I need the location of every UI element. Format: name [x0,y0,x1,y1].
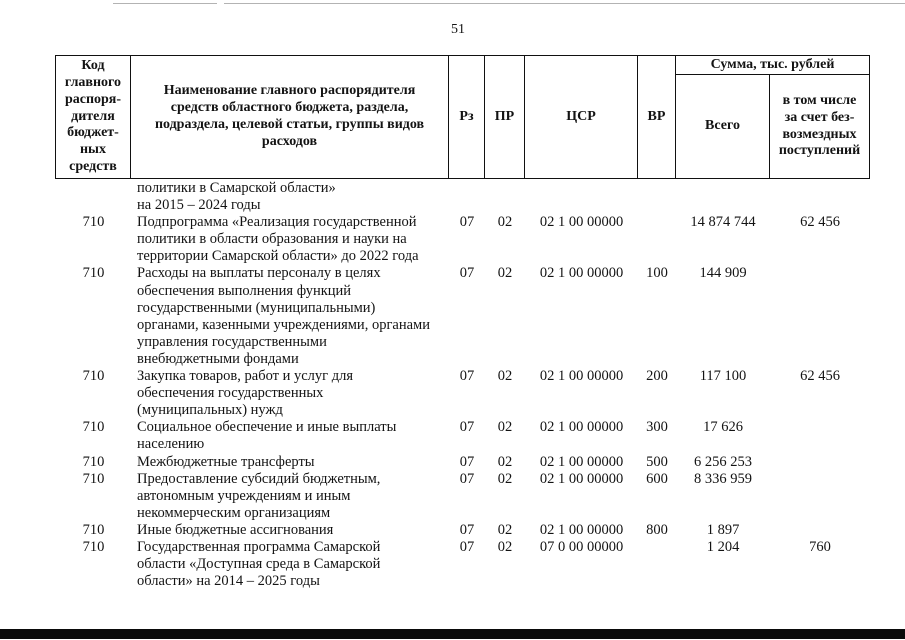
row-gratuitous-cell: 62 456 [800,214,840,231]
scan-top-line [113,3,217,4]
row-pr-cell: 02 [497,214,513,231]
row-name-cell: Расходы на выплаты персоналу в целях обеспечения выполнения функций государственными (муниципальными) органами, казенными учреждениями, органами управления государственными внебюджетными фондами [137,265,430,367]
row-rz-cell: 07 [459,538,475,555]
table-row [56,454,870,471]
row-name-cell: Закупка товаров, работ и услуг для обеспечения государственных (муниципальных) нужд [137,368,354,419]
table-row [56,522,870,539]
row-csr-cell: 02 1 00 00000 [539,521,624,538]
row-pr-cell: 02 [497,453,513,470]
header-name-label: Наименование главного распорядителя средств областного бюджета, раздела, подраздела, целевой статьи, группы видов расходов [154,83,425,149]
row-gratuitous-cell: 760 [809,538,831,555]
header-name-cell [131,56,449,179]
row-total-cell: 1 897 [706,521,740,538]
row-code-cell: 710 [82,538,105,555]
row-vr-cell: 200 [646,368,668,385]
row-pr-cell: 02 [497,538,513,555]
row-vr-cell: 500 [646,453,668,470]
row-rz-cell: 07 [459,214,475,231]
row-code-cell: 710 [82,453,105,470]
row-code-cell: 710 [82,470,105,487]
header-sum-cell [676,56,870,75]
header-vr-label: ВР [647,108,666,124]
row-vr-cell: 100 [646,265,668,282]
header-sum-label: Сумма, тыс. рублей [710,56,835,72]
row-total-cell: 8 336 959 [694,470,752,487]
table-row [56,419,870,453]
row-name-cell: Иные бюджетные ассигнования [137,521,334,538]
row-name-cell: Подпрограмма «Реализация государственной политики в области образования и науки на территории Самарской области» до 2022 года [137,214,419,265]
header-rz-label: Рз [459,108,474,124]
row-total-cell: 6 256 253 [694,453,752,470]
row-vr-cell: 800 [646,521,668,538]
header-code-label: Код главного распоря- дителя бюджет- ных средств [64,58,122,174]
row-rz-cell: 07 [459,521,475,538]
header-pr-label: ПР [494,108,515,124]
page-number: 51 [451,22,465,37]
row-gratuitous-cell: 62 456 [800,368,840,385]
scan-top-line [224,3,905,4]
row-name-cell: Межбюджетные трансферты [137,453,315,470]
row-rz-cell: 07 [459,265,475,282]
row-csr-cell: 02 1 00 00000 [539,419,624,436]
header-rz-cell [449,56,485,179]
row-name-cell: Государственная программа Самарской области «Доступная среда в Самарской области» на 2014 – 2025 годы [137,538,381,590]
table-row [56,265,870,368]
table-header [55,55,870,179]
table-row [56,471,870,522]
row-csr-cell: 02 1 00 00000 [539,214,624,231]
header-code-cell [56,56,131,179]
header-gratuitous-cell [770,75,870,179]
table-row [56,368,870,419]
row-name-cell: Социальное обеспечение и иные выплаты населению [137,419,397,453]
row-csr-cell: 02 1 00 00000 [539,265,624,282]
row-rz-cell: 07 [459,419,475,436]
header-total-cell [676,75,770,179]
row-rz-cell: 07 [459,453,475,470]
header-total-label: Всего [705,118,740,134]
header-gratuitous-label: в том числе за счет без- возмездных поступлений [778,92,861,159]
row-pr-cell: 02 [497,368,513,385]
row-name-cell: политики в Самарской области» на 2015 – 2024 годы [137,180,336,214]
header-csr-cell [525,56,638,179]
row-pr-cell: 02 [497,470,513,487]
header-csr-label: ЦСР [566,108,596,124]
row-total-cell: 17 626 [703,419,743,436]
row-total-cell: 117 100 [699,368,747,385]
row-code-cell: 710 [82,521,105,538]
table-row [56,180,870,214]
row-code-cell: 710 [82,368,105,385]
row-code-cell: 710 [82,214,105,231]
table-row [56,214,870,265]
row-pr-cell: 02 [497,419,513,436]
header-pr-cell [485,56,525,179]
row-csr-cell: 02 1 00 00000 [539,470,624,487]
row-pr-cell: 02 [497,521,513,538]
header-vr-cell [638,56,676,179]
table-body [56,180,870,590]
row-total-cell: 14 874 744 [690,214,756,231]
row-total-cell: 144 909 [699,265,747,282]
row-vr-cell: 300 [646,419,668,436]
table-row [56,539,870,590]
row-pr-cell: 02 [497,265,513,282]
row-csr-cell: 02 1 00 00000 [539,453,624,470]
row-rz-cell: 07 [459,368,475,385]
scan-bottom-border [0,629,905,639]
row-rz-cell: 07 [459,470,475,487]
row-name-cell: Предоставление субсидий бюджетным, автономным учреждениям и иным некоммерческим организациям [137,470,381,521]
row-code-cell: 710 [82,419,105,436]
row-total-cell: 1 204 [706,538,740,555]
row-csr-cell: 02 1 00 00000 [539,368,624,385]
row-vr-cell: 600 [646,470,668,487]
row-csr-cell: 07 0 00 00000 [539,538,624,555]
row-code-cell: 710 [82,265,105,282]
